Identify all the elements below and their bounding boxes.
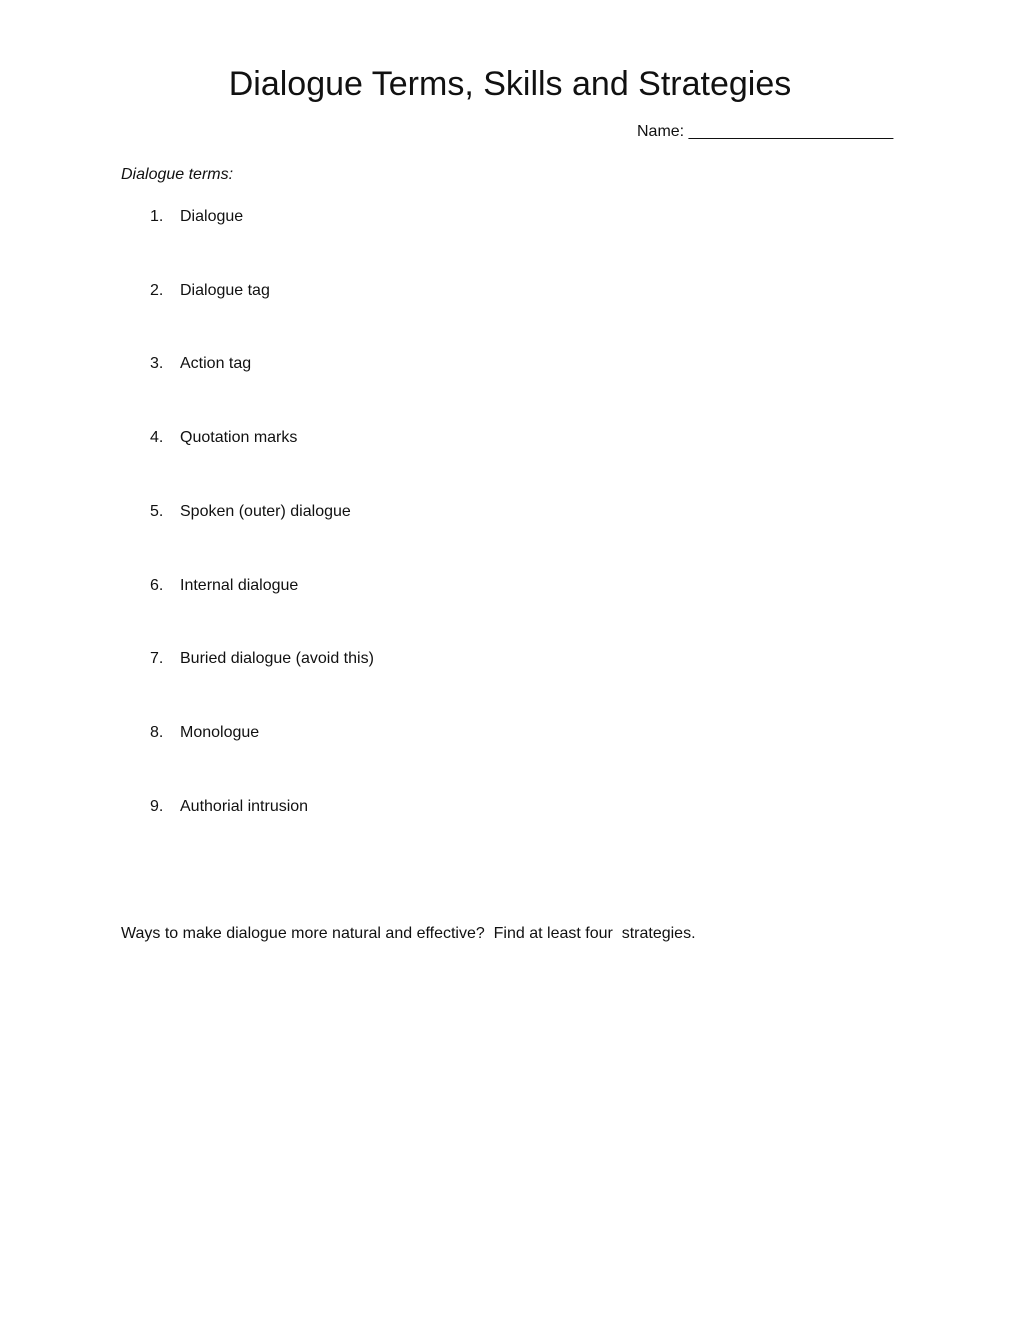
list-item: [150, 353, 750, 375]
list-item-number: 8.: [150, 724, 164, 741]
list-item-number: 9.: [150, 798, 164, 815]
list-item-label: Quotation marks: [180, 429, 298, 446]
list-item-number: 4.: [150, 429, 164, 446]
list-item-label: Internal dialogue: [180, 577, 299, 594]
section-label-dialogue-terms: Dialogue terms:: [121, 166, 234, 183]
list-item-label: Dialogue: [180, 208, 244, 225]
list-item-number: 6.: [150, 577, 164, 594]
page-title: Dialogue Terms, Skills and Strategies: [228, 65, 792, 103]
list-item: [150, 796, 750, 818]
name-field: Name: _______________________: [637, 123, 894, 140]
list-item-label: Authorial intrusion: [180, 798, 309, 815]
list-item-label: Dialogue tag: [180, 282, 270, 299]
list-item-label: Action tag: [180, 355, 252, 372]
list-item: [150, 280, 750, 302]
strategies-prompt: Ways to make dialogue more natural and effective? Find at least four strategies.: [121, 925, 696, 942]
list-item-number: 2.: [150, 282, 164, 299]
list-item: [150, 575, 750, 597]
list-item: [150, 648, 750, 670]
list-item-number: 1.: [150, 208, 164, 225]
list-item-number: 3.: [150, 355, 164, 372]
list-item-number: 5.: [150, 503, 164, 520]
list-item: [150, 501, 750, 523]
list-item: [150, 427, 750, 449]
list-item-label: Buried dialogue (avoid this): [180, 650, 374, 667]
list-item: [150, 722, 750, 744]
list-item-number: 7.: [150, 650, 164, 667]
list-item-label: Monologue: [180, 724, 260, 741]
list-item-label: Spoken (outer) dialogue: [180, 503, 351, 520]
list-item: [150, 206, 750, 228]
